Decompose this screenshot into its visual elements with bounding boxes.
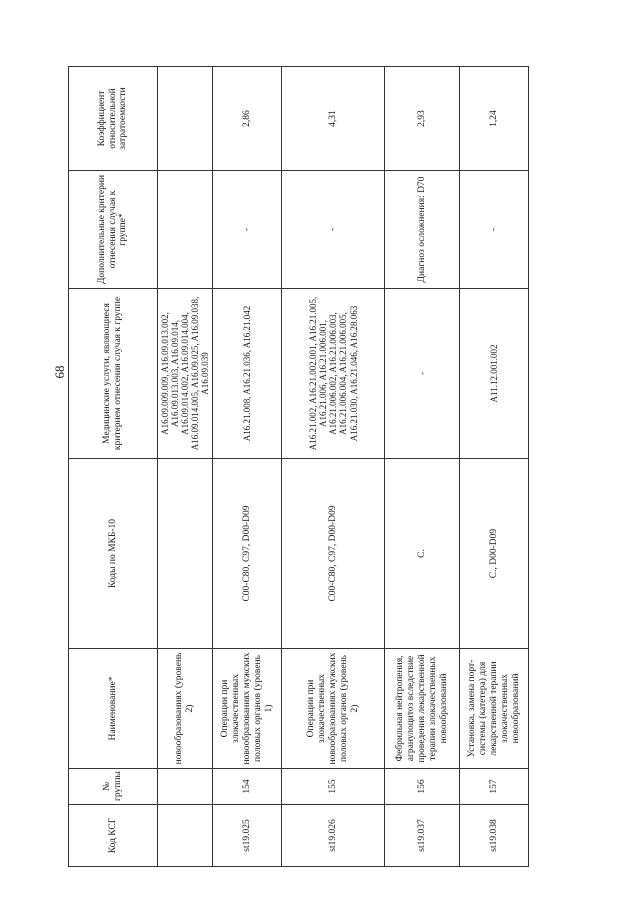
cell-criteria: - [282,171,385,289]
cell-criteria: Диагноз осложнения: D70 [385,171,460,289]
cell-mkb [158,459,213,649]
cell-name: Фебрильная нейтропения, агранулоцитоз вследствие проведения лекарственной терапии злокачественных новообразований [385,649,460,769]
cell-group-no: 154 [213,769,282,805]
cell-group-no: 157 [460,769,529,805]
cell-mkb: C. [385,459,460,649]
table-row [213,67,282,867]
header-name: Наименование* [69,649,158,769]
cell-code: st19.025 [213,805,282,867]
cell-services: - [385,289,460,459]
header-group-no: № группы [69,769,158,805]
cell-services: A16.21.002, A16.21.002.001, A16.21.005, A16.21.006, A16.21.006.001, A16.21.006.002, A16.21.006.003, A16.21.006.004, A16.21.006.005, A16.21.030, A16.21.046, A16.28.063 [282,289,385,459]
ksg-table [68,66,529,867]
cell-code: st19.038 [460,805,529,867]
table-row [158,67,213,867]
cell-group-no: 155 [282,769,385,805]
cell-services: A16.21.008, A16.21.036, A16.21.042 [213,289,282,459]
cell-group-no: 156 [385,769,460,805]
cell-name: Операции при злокачественных новообразованиях мужских половых органов (уровень 1) [213,649,282,769]
cell-coef: 2,93 [385,67,460,171]
cell-name: Операции при злокачественных новообразованиях мужских половых органов (уровень 2) [282,649,385,769]
header-criteria: Дополнительные критерии отнесения случая к группе* [69,171,158,289]
header-coef: Коэффициент относительной затратоемкости [69,67,158,171]
cell-mkb: C00-C80, C97, D00-D09 [282,459,385,649]
cell-coef: 1,24 [460,67,529,171]
cell-code: st19.026 [282,805,385,867]
header-mkb: Коды по МКБ-10 [69,459,158,649]
cell-services: A11.12.001.002 [460,289,529,459]
cell-mkb: C00-C80, C97, D00-D09 [213,459,282,649]
table-row [460,67,529,867]
cell-criteria [158,171,213,289]
cell-criteria: - [213,171,282,289]
table-header-row [69,67,158,867]
page-number: 68 [52,365,67,379]
rotated-table-wrapper [68,67,521,867]
header-services: Медицинские услуги, являющиеся критерием отнесения случая к группе [69,289,158,459]
cell-coef: 4,31 [282,67,385,171]
cell-name: новообразованиях (уровень 2) [158,649,213,769]
cell-coef: 2,86 [213,67,282,171]
cell-name: Установка, замена порт-системы (катетера) для лекарственной терапии злокачественных новообразований [460,649,529,769]
cell-code [158,805,213,867]
cell-coef [158,67,213,171]
cell-group-no [158,769,213,805]
header-code: Код КСГ [69,805,158,867]
table-row [385,67,460,867]
cell-mkb: C., D00-D09 [460,459,529,649]
table-row [282,67,385,867]
cell-services: A16.09.009.009, A16.09.013.002, A16.09.013.003, A16.09.014, A16.09.014.002, A16.09.014.004, A16.09.014.005, A16.09.025, A16.09.038, A16.09.039 [158,289,213,459]
cell-code: st19.037 [385,805,460,867]
cell-criteria: - [460,171,529,289]
